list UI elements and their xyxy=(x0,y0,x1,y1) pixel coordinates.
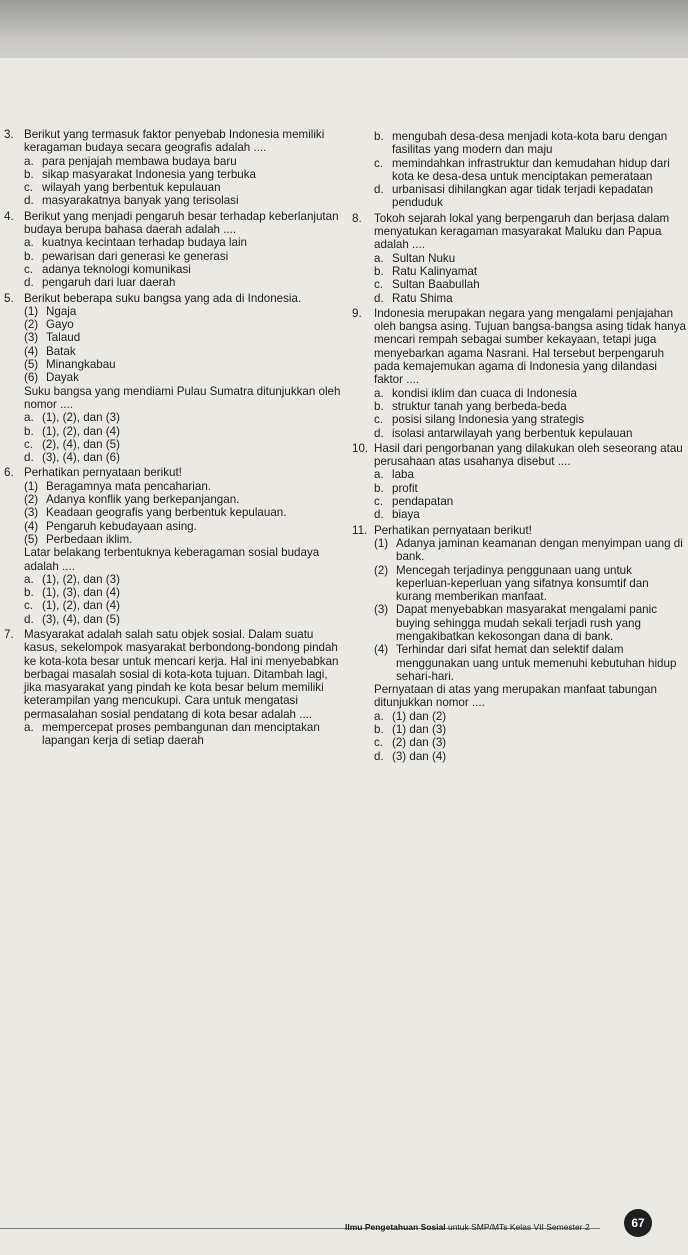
question-text: Perhatikan pernyataan berikut! xyxy=(24,466,182,480)
question-stem xyxy=(4,628,344,721)
question-number: 4. xyxy=(4,209,14,223)
option-text: (3) dan (4) xyxy=(392,749,447,763)
option-letter: c. xyxy=(24,181,34,195)
answer-option xyxy=(24,613,344,626)
answer-option xyxy=(24,194,344,207)
statement-text: Adanya jaminan keamanan dengan menyimpan uang di bank. xyxy=(396,536,683,564)
statement-number: (2) xyxy=(374,563,389,577)
statement-text: Ngaja xyxy=(46,304,77,318)
option-text: pewarisan dari generasi ke generasi xyxy=(42,249,229,263)
statement-number: (1) xyxy=(24,304,39,318)
option-letter: a. xyxy=(374,251,384,265)
answer-option xyxy=(374,413,686,426)
option-text: para penjajah membawa budaya baru xyxy=(42,154,237,168)
question-stem xyxy=(4,210,344,237)
option-text: (2) dan (3) xyxy=(392,736,447,750)
option-text: Ratu Shima xyxy=(392,291,453,305)
answer-option xyxy=(374,130,686,157)
option-letter: d. xyxy=(24,612,34,626)
answer-option xyxy=(24,263,344,276)
footer-grade: untuk SMP/MTs Kelas VII Semester 2 xyxy=(445,1222,590,1232)
question xyxy=(4,128,344,208)
statement-item xyxy=(24,345,344,358)
footer-book-title xyxy=(345,1222,590,1232)
answer-option xyxy=(374,723,686,736)
answer-option xyxy=(24,721,344,748)
question-number: 5. xyxy=(4,291,14,305)
question-number: 10. xyxy=(352,441,369,455)
option-text: (1), (2), dan (3) xyxy=(42,411,120,425)
option-letter: c. xyxy=(24,599,34,613)
question-number: 3. xyxy=(4,128,14,141)
option-letter: b. xyxy=(24,586,34,600)
option-letter: d. xyxy=(24,276,34,290)
question-stem xyxy=(352,212,686,252)
option-text: (1), (3), dan (4) xyxy=(42,586,120,600)
statement-number: (2) xyxy=(24,318,39,332)
option-text: mengubah desa-desa menjadi kota-kota baru dengan fasilitas yang modern dan maju xyxy=(392,130,668,157)
statement-number: (5) xyxy=(24,358,39,372)
option-letter: c. xyxy=(374,413,384,427)
option-text: Ratu Kalinyamat xyxy=(392,264,478,278)
answer-option xyxy=(374,252,686,265)
answer-option xyxy=(374,292,686,305)
statement-number: (3) xyxy=(374,603,389,617)
question-text: Berikut yang termasuk faktor penyebab Indonesia memiliki keragaman budaya secara geografis adalah .... xyxy=(24,128,325,155)
statement-text: Minangkabau xyxy=(46,358,116,372)
statement-text: Keadaan geografis yang berbentuk kepulauan. xyxy=(46,506,287,520)
statement-text: Adanya konflik yang berkepanjangan. xyxy=(46,493,240,507)
statement-item xyxy=(374,643,686,683)
statement-text: Beragamnya mata pencaharian. xyxy=(46,479,211,493)
answer-option xyxy=(24,411,344,424)
answer-option xyxy=(24,438,344,451)
question xyxy=(352,442,686,522)
statement-text: Dapat menyebabkan masyarakat mengalami panic buying sehingga mudah sekali terjadi rush yang mengakibatkan kekosongan dana di bank. xyxy=(396,603,658,643)
option-letter: a. xyxy=(24,236,34,250)
question xyxy=(4,628,344,748)
statement-number: (4) xyxy=(374,643,389,657)
option-text: wilayah yang berbentuk kepulauan xyxy=(42,181,221,195)
question-text: Tokoh sejarah lokal yang berpengaruh dan berjasa dalam menyatukan keragaman masyarakat Maluku dan Papua adalah .... xyxy=(374,211,670,252)
answer-option xyxy=(24,250,344,263)
statement-item xyxy=(374,537,686,564)
question-prompt: Suku bangsa yang mendiami Pulau Sumatra ditunjukkan oleh nomor .... xyxy=(24,384,341,411)
page-number: 67 xyxy=(624,1209,652,1237)
option-letter: a. xyxy=(374,709,384,723)
question xyxy=(352,212,686,305)
question xyxy=(4,292,344,465)
answer-option xyxy=(24,168,344,181)
option-letter: c. xyxy=(374,736,384,750)
statement-number: (5) xyxy=(24,532,39,546)
right-column xyxy=(352,130,686,765)
option-letter: d. xyxy=(24,194,34,208)
question-stem xyxy=(4,466,344,479)
option-letter: b. xyxy=(374,130,384,143)
option-text: memindahkan infrastruktur dan kemudahan hidup dari kota ke desa-desa untuk menciptakan pemerataan xyxy=(392,156,670,183)
question-text: Berikut beberapa suku bangsa yang ada di Indonesia. xyxy=(24,291,302,305)
option-letter: a. xyxy=(374,468,384,482)
option-text: struktur tanah yang berbeda-beda xyxy=(392,399,567,413)
option-text: (1) dan (2) xyxy=(392,709,447,723)
answer-option xyxy=(374,387,686,400)
option-text: (3), (4), dan (5) xyxy=(42,612,120,626)
option-text: sikap masyarakat Indonesia yang terbuka xyxy=(42,167,256,181)
answer-option xyxy=(374,400,686,413)
answer-option xyxy=(374,710,686,723)
option-text: urbanisasi dihilangkan agar tidak terjadi kepadatan penduduk xyxy=(392,183,654,210)
answer-option xyxy=(24,573,344,586)
question-number: 7. xyxy=(4,627,14,641)
option-letter: d. xyxy=(374,291,384,305)
statement-number: (4) xyxy=(24,519,39,533)
option-text: (1) dan (3) xyxy=(392,723,447,737)
statement-number: (4) xyxy=(24,344,39,358)
option-text: (1), (2), dan (4) xyxy=(42,599,120,613)
option-letter: a. xyxy=(24,411,34,425)
answer-option xyxy=(24,586,344,599)
option-letter: b. xyxy=(374,723,384,737)
question-prompt: Latar belakang terbentuknya keberagaman sosial budaya adalah .... xyxy=(24,546,320,573)
option-text: mempercepat proses pembangunan dan menciptakan lapangan kerja di setiap daerah xyxy=(42,721,320,748)
question-number: 8. xyxy=(352,211,362,225)
statement-text: Dayak xyxy=(46,371,79,385)
option-text: (1), (2), dan (3) xyxy=(42,572,120,586)
question xyxy=(352,130,686,210)
option-letter: b. xyxy=(374,264,384,278)
question xyxy=(4,210,344,290)
answer-option xyxy=(24,155,344,168)
option-letter: b. xyxy=(374,481,384,495)
statement-number: (1) xyxy=(374,536,389,550)
statement-item xyxy=(24,305,344,318)
question-stem xyxy=(4,128,344,155)
option-letter: d. xyxy=(374,426,384,440)
answer-option xyxy=(24,599,344,612)
statement-number: (1) xyxy=(24,479,39,493)
option-letter: b. xyxy=(374,399,384,413)
answer-option xyxy=(374,265,686,278)
answer-option xyxy=(374,508,686,521)
answer-option xyxy=(374,750,686,763)
statement-item xyxy=(24,318,344,331)
option-text: Sultan Nuku xyxy=(392,251,456,265)
question-text: Indonesia merupakan negara yang mengalami penjajahan oleh bangsa asing. Tujuan bangsa-bangsa asing tidak hanya mencari rempah sebagai sumber kekayaan, tetapi juga menyebarkan agama Nasrani. Hal tersebut berpengaruh pada kemajemukan agama di Indonesia yang dilandasi faktor .... xyxy=(374,306,686,387)
statement-text: Perbedaan iklim. xyxy=(46,532,133,546)
question-stem xyxy=(352,524,686,537)
option-letter: c. xyxy=(374,156,384,170)
option-letter: a. xyxy=(24,721,34,735)
option-text: kondisi iklim dan cuaca di Indonesia xyxy=(392,386,577,400)
question-number: 9. xyxy=(352,306,362,320)
option-letter: b. xyxy=(24,167,34,181)
option-letter: d. xyxy=(374,183,384,197)
option-text: biaya xyxy=(392,508,420,522)
question xyxy=(352,524,686,763)
statement-number: (3) xyxy=(24,506,39,520)
answer-option xyxy=(24,181,344,194)
option-letter: c. xyxy=(24,437,34,451)
question-stem xyxy=(4,292,344,305)
option-letter: a. xyxy=(24,154,34,168)
statement-number: (2) xyxy=(24,493,39,507)
option-text: laba xyxy=(392,468,414,482)
option-letter: b. xyxy=(24,424,34,438)
statement-item xyxy=(24,358,344,371)
option-text: profit xyxy=(392,481,418,495)
option-letter: d. xyxy=(24,451,34,465)
option-letter: d. xyxy=(374,749,384,763)
statement-text: Gayo xyxy=(46,318,74,332)
option-letter: d. xyxy=(374,508,384,522)
statement-item xyxy=(374,564,686,604)
answer-option xyxy=(374,468,686,481)
option-text: posisi silang Indonesia yang strategis xyxy=(392,413,585,427)
question xyxy=(4,466,344,626)
option-text: (1), (2), dan (4) xyxy=(42,424,120,438)
option-letter: c. xyxy=(374,495,384,509)
answer-option xyxy=(24,425,344,438)
answer-option xyxy=(24,236,344,249)
statement-text: Pengaruh kebudayaan asing. xyxy=(46,519,197,533)
question-number: 6. xyxy=(4,466,14,480)
statement-number: (6) xyxy=(24,371,39,385)
statement-item xyxy=(24,371,344,384)
answer-option xyxy=(374,495,686,508)
answer-option xyxy=(24,276,344,289)
option-text: (3), (4), dan (6) xyxy=(42,451,120,465)
answer-option xyxy=(374,278,686,291)
question-number: 11. xyxy=(352,523,368,537)
answer-option xyxy=(24,451,344,464)
statement-text: Mencegah terjadinya penggunaan uang untuk keperluan-keperluan yang sifatnya konsumtif dan kurang memberikan manfaat. xyxy=(396,563,649,604)
statement-item xyxy=(24,506,344,519)
option-text: masyarakatnya banyak yang terisolasi xyxy=(42,194,239,208)
statement-number: (3) xyxy=(24,331,39,345)
option-letter: b. xyxy=(24,249,34,263)
answer-option xyxy=(374,183,686,210)
statement-text: Batak xyxy=(46,344,76,358)
option-text: Sultan Baabullah xyxy=(392,278,480,292)
statement-item xyxy=(374,603,686,643)
statement-item xyxy=(24,520,344,533)
option-letter: a. xyxy=(374,386,384,400)
question xyxy=(352,307,686,440)
question-prompt: Pernyataan di atas yang merupakan manfaat tabungan ditunjukkan nomor .... xyxy=(374,683,657,710)
statement-text: Terhindar dari sifat hemat dan selektif dalam menggunakan uang untuk memenuhi kebutuhan hidup sehari-hari. xyxy=(396,643,677,683)
question-text: Masyarakat adalah salah satu objek sosial. Dalam suatu kasus, sekelompok masyarakat berbondong-bondong pindah ke kota-kota besar untuk mencari kerja. Hal ini menyebabkan berbagai masalah sosial di kota-kota tujuan. Ditambah lagi, jika masyarakat yang pindah ke kota besar belum memiliki keterampilan yang mencukupi. Cara untuk mengatasi permasalahan sosial pendatang di kota besar adalah .... xyxy=(24,627,339,721)
footer-subject: Ilmu Pengetahuan Sosial xyxy=(345,1222,446,1232)
question-text: Perhatikan pernyataan berikut! xyxy=(374,523,532,537)
left-column xyxy=(4,128,344,750)
option-text: pengaruh dari luar daerah xyxy=(42,276,176,290)
question-stem xyxy=(352,307,686,387)
answer-option xyxy=(374,427,686,440)
statement-item xyxy=(24,331,344,344)
statement-item xyxy=(24,480,344,493)
statement-text: Talaud xyxy=(46,331,81,345)
question-text: Berikut yang menjadi pengaruh besar terhadap keberlanjutan budaya berupa bahasa daerah adalah .... xyxy=(24,209,339,237)
statement-item xyxy=(24,493,344,506)
question-stem xyxy=(352,442,686,469)
option-text: kuatnya kecintaan terhadap budaya lain xyxy=(42,236,247,250)
option-text: adanya teknologi komunikasi xyxy=(42,262,191,276)
answer-option xyxy=(374,157,686,184)
option-letter: c. xyxy=(24,262,34,276)
question-text: Hasil dari pengorbanan yang dilakukan oleh seseorang atau perusahaan atas usahanya disebut .... xyxy=(374,441,683,469)
option-letter: a. xyxy=(24,572,34,586)
option-letter: c. xyxy=(374,278,384,292)
option-text: pendapatan xyxy=(392,495,454,509)
answer-option xyxy=(374,736,686,749)
statement-item xyxy=(24,533,344,546)
answer-option xyxy=(374,482,686,495)
option-text: isolasi antarwilayah yang berbentuk kepulauan xyxy=(392,426,633,440)
option-text: (2), (4), dan (5) xyxy=(42,437,120,451)
